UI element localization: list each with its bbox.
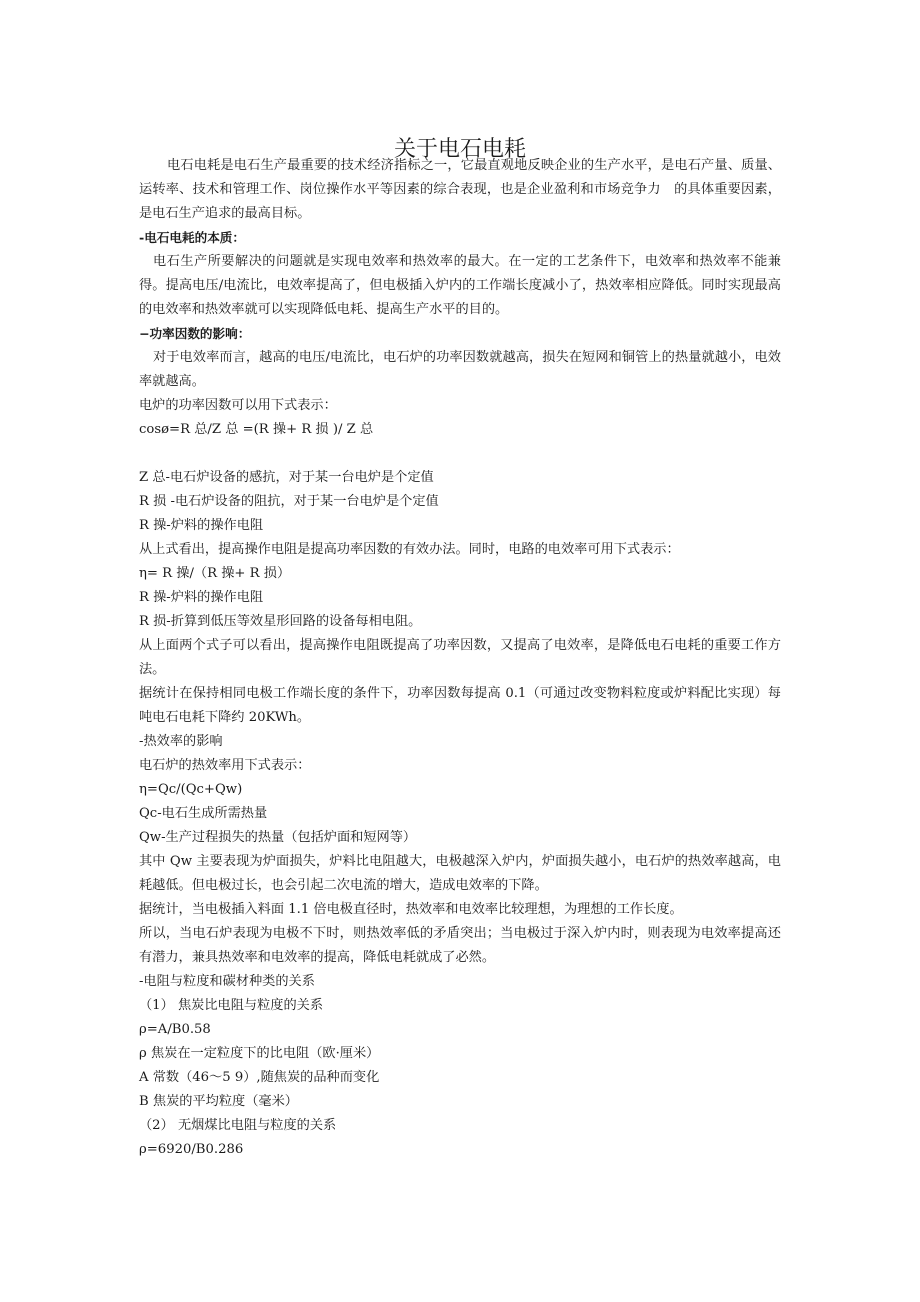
section-heading-resistance: -电阻与粒度和碳材种类的关系 xyxy=(139,974,315,989)
formula-coke-resistivity: ρ=A/B0.58 xyxy=(139,1022,211,1037)
thermal-conclusion: 所以，当电石炉表现为电极不下时，则热效率低的矛盾突出；当电极过于深入炉内时，则表现为电效率提高还有潜力，兼具热效率和电效率的提高，降低电耗就成了必然。 xyxy=(139,926,781,965)
essence-paragraph: 电石生产所要解决的问题就是实现电效率和热效率的最大。在一定的工艺条件下，电效率和热效率不能兼得。提高电压/电流比，电效率提高了，但电极插入炉内的工作端长度减小了，热效率相应降低。同时实现最高的电效率和热效率就可以实现降低电耗、提高生产水平的目的。 xyxy=(139,254,781,317)
list-item-coke: （1） 焦炭比电阻与粒度的关系 xyxy=(139,998,324,1013)
definition-qw: Qw-生产过程损失的热量（包括炉面和短网等） xyxy=(139,830,417,845)
section-heading-thermal: -热效率的影响 xyxy=(139,734,223,749)
definition-b: B 焦炭的平均粒度（毫米） xyxy=(139,1094,298,1109)
electric-efficiency-intro: 从上式看出，提高操作电阻是提高功率因数的有效办法。同时，电路的电效率可用下式表示： xyxy=(139,542,680,557)
document-title: 关于电石电耗 xyxy=(393,136,526,162)
section-heading-essence: -电石电耗的本质： xyxy=(139,230,245,245)
thermal-paragraph: 其中 Qw 主要表现为炉面损失，炉料比电阻越大，电极越深入炉内，炉面损失越小，电石炉的热效率越高，电耗越低。但电极过长，也会引起二次电流的增大，造成电效率的下降。 xyxy=(139,854,781,893)
definition-r-loss: R 损 -电石炉设备的阻抗，对于某一台电炉是个定值 xyxy=(139,494,439,509)
definition-z-total: Z 总-电石炉设备的感抗，对于某一台电炉是个定值 xyxy=(139,470,434,485)
definition-r-operation: R 操-炉料的操作电阻 xyxy=(139,518,264,533)
blank-line xyxy=(139,442,781,466)
definition-r-operation-2: R 操-炉料的操作电阻 xyxy=(139,590,264,605)
definition-r-loss-2: R 损-折算到低压等效星形回路的设备每相电阻。 xyxy=(139,614,422,629)
thermal-statistics: 据统计，当电极插入料面 1.1 倍电极直径时，热效率和电效率比较理想，为理想的工作长度。 xyxy=(139,902,683,917)
definition-rho: ρ 焦炭在一定粒度下的比电阻（欧·厘米） xyxy=(139,1046,380,1061)
formula-electric-efficiency: η= R 操/（R 操+ R 损） xyxy=(139,566,291,581)
conclusion-paragraph: 从上面两个式子可以看出，提高操作电阻既提高了功率因数，又提高了电效率，是降低电石电耗的重要工作方法。 xyxy=(139,638,781,677)
thermal-intro-line: 电石炉的热效率用下式表示： xyxy=(139,758,311,773)
formula-power-factor: cosø=R 总/Z 总 =(R 操+ R 损 )/ Z 总 xyxy=(139,422,374,437)
list-item-anthracite: （2） 无烟煤比电阻与粒度的关系 xyxy=(139,1118,337,1133)
formula-thermal-efficiency: η=Qc/(Qc+Qw) xyxy=(139,782,243,797)
power-factor-intro-line: 电炉的功率因数可以用下式表示： xyxy=(139,398,337,413)
definition-a: A 常数（46～5 9）,随焦炭的品种而变化 xyxy=(139,1070,380,1085)
power-factor-paragraph: 对于电效率而言，越高的电压/电流比，电石炉的功率因数就越高，损失在短网和铜管上的热量就越小，电效率就越高。 xyxy=(139,350,781,389)
section-heading-power-factor: −功率因数的影响： xyxy=(139,326,251,341)
formula-anthracite-resistivity: ρ=6920/B0.286 xyxy=(139,1142,244,1157)
intro-paragraph: 电石电耗是电石生产最重要的技术经济指标之一，它最直观地反映企业的生产水平，是电石产量、质量、运转率、技术和管理工作、岗位操作水平等因素的综合表现，也是企业盈利和市场竞争力 的具体重要因素，是电石生产追求的最高目标。 xyxy=(139,158,781,221)
definition-qc: Qc-电石生成所需热量 xyxy=(139,806,268,821)
statistics-paragraph: 据统计在保持相同电极工作端长度的条件下，功率因数每提高 0.1（可通过改变物料粒度或炉料配比实现）每吨电石电耗下降约 20KWh。 xyxy=(139,686,781,725)
document-body xyxy=(139,154,781,1162)
